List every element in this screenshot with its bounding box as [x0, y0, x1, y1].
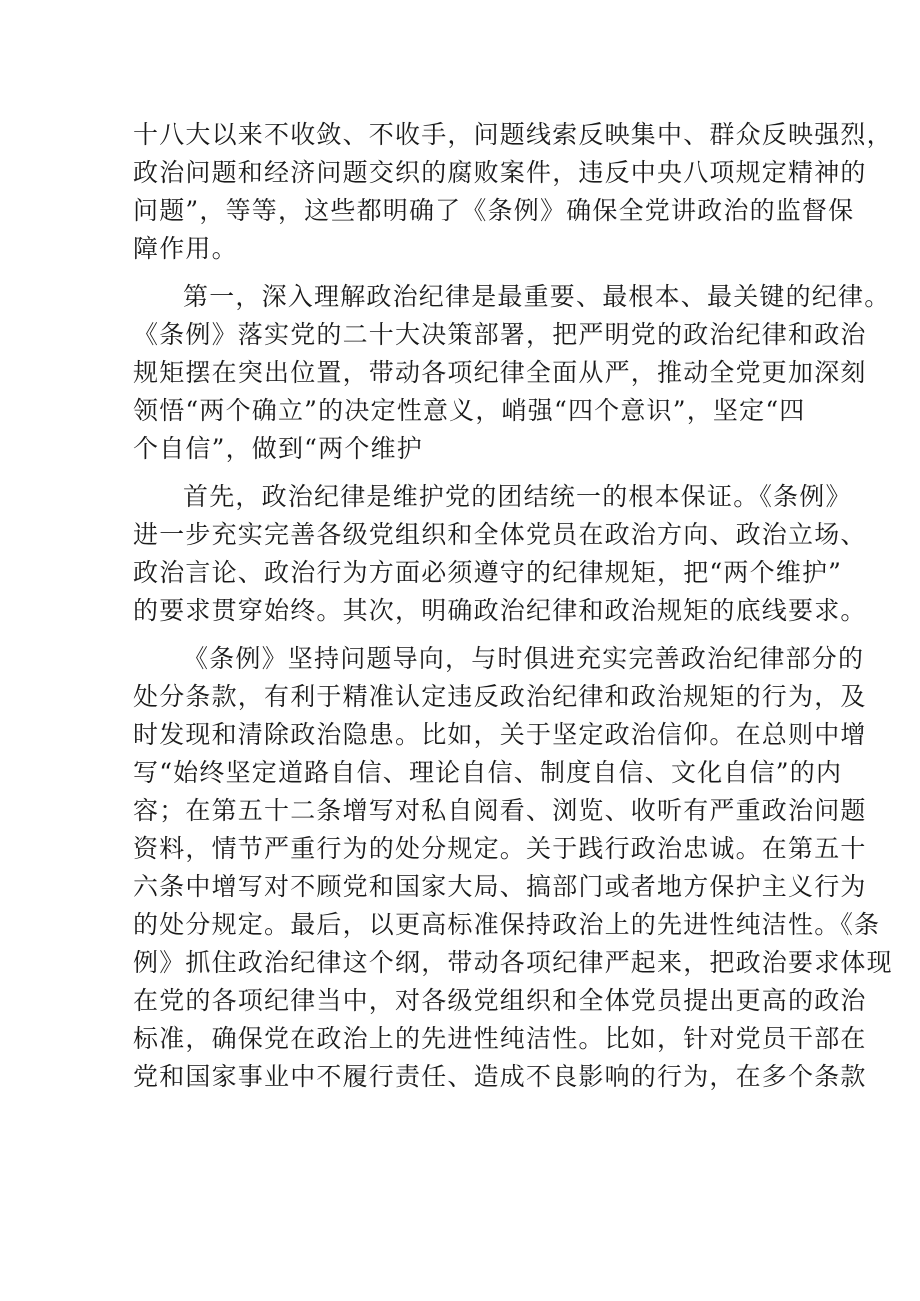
text-line: 障作用。: [133, 234, 238, 263]
text-line: 六条中增写对不顾党和国家大局、搞部门或者地方保护主义行为: [133, 872, 867, 901]
text-line: 第一，深入理解政治纪律是最重要、最根本、最关键的纪律。: [183, 282, 891, 311]
text-line: 《条例》坚持问题导向，与时俱进充实完善政治纪律部分的: [183, 644, 865, 673]
text-line: 例》抓住政治纪律这个纲，带动各项纪律严起来，把政治要求体现: [133, 948, 893, 977]
text-line: 容；在第五十二条增写对私自阅看、浏览、收听有严重政治问题: [133, 796, 867, 825]
text-line: 写“始终坚定道路自信、理论自信、制度自信、文化自信”的内: [133, 758, 843, 787]
text-line: 政治问题和经济问题交织的腐败案件，违反中央八项规定精神的: [133, 158, 867, 187]
text-line: 十八大以来不收敛、不收手，问题线索反映集中、群众反映强烈，: [133, 120, 893, 149]
text-line: 问题”，等等，这些都明确了《条例》确保全党讲政治的监督保: [133, 196, 855, 225]
text-line: 时发现和清除政治隐患。比如，关于坚定政治信仰。在总则中增: [133, 720, 867, 749]
text-line: 政治言论、政治行为方面必须遵守的纪律规矩，把“两个维护”: [133, 558, 843, 587]
text-line: 首先，政治纪律是维护党的团结统一的根本保证。《条例》: [183, 482, 852, 511]
paragraph-2: [133, 278, 891, 468]
text-line: 党和国家事业中不履行责任、造成不良影响的行为，在多个条款: [133, 1062, 867, 1091]
text-line: 资料，情节严重行为的处分规定。关于践行政治忠诚。在第五十: [133, 834, 867, 863]
paragraph-3: [133, 478, 867, 630]
paragraph-4: [133, 640, 893, 1096]
text-line: 标准，确保党在政治上的先进性纯洁性。比如，针对党员干部在: [133, 1024, 867, 1053]
paragraph-1: [133, 116, 893, 268]
text-line: 的要求贯穿始终。其次，明确政治纪律和政治规矩的底线要求。: [133, 596, 867, 625]
text-line: 《条例》落实党的二十大决策部署，把严明党的政治纪律和政治: [133, 320, 867, 349]
document-body: [133, 116, 893, 1096]
text-line: 个自信”，做到“两个维护: [133, 434, 423, 463]
text-line: 的处分规定。最后，以更高标准保持政治上的先进性纯洁性。《条: [133, 910, 881, 939]
text-line: 在党的各项纪律当中，对各级党组织和全体党员提出更高的政治: [133, 986, 867, 1015]
text-line: 进一步充实完善各级党组织和全体党员在政治方向、政治立场、: [133, 520, 867, 549]
text-line: 规矩摆在突出位置，带动各项纪律全面从严，推动全党更加深刻: [133, 358, 867, 387]
text-line: 领悟“两个确立”的决定性意义，峭强“四个意识”，坚定“四: [133, 396, 806, 425]
text-line: 处分条款，有利于精准认定违反政治纪律和政治规矩的行为，及: [133, 682, 867, 711]
